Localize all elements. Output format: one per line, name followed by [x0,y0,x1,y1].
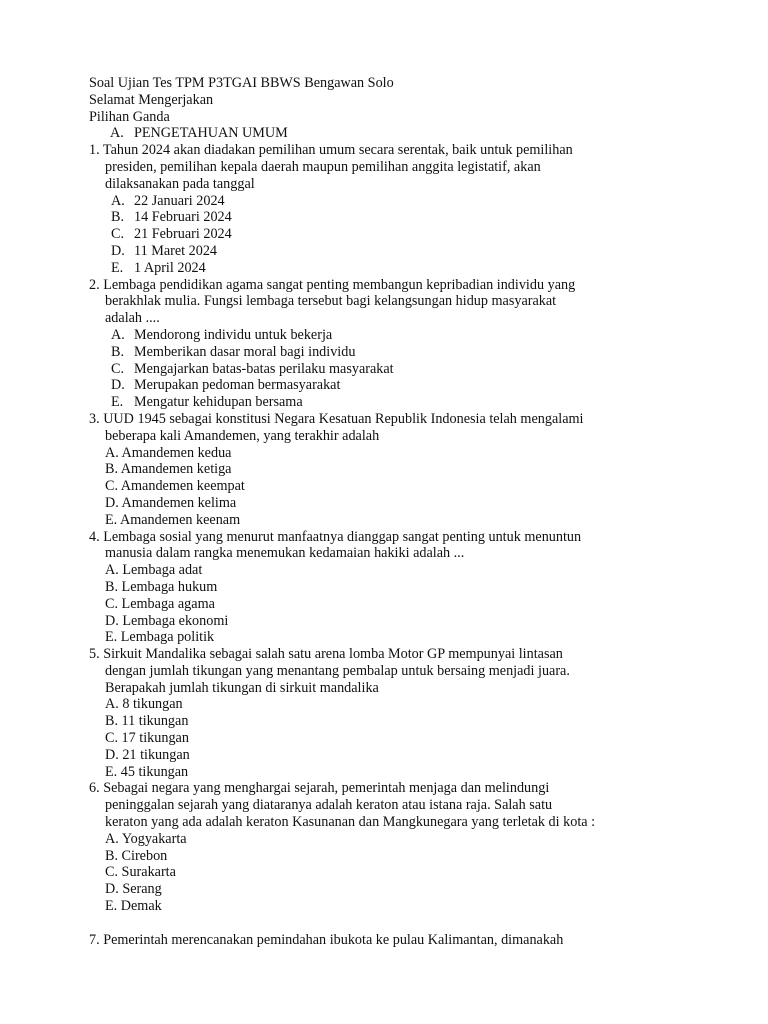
question-text-line: 7. Pemerintah merencanakan pemindahan ibukota ke pulau Kalimantan, dimanakah [89,931,564,948]
option-letter: B. [111,209,125,226]
option-text: 14 Februari 2024 [134,209,232,226]
answer-option: D. 21 tikungan [105,746,190,763]
option-letter: B. [111,343,125,360]
answer-option [89,327,649,344]
question-text-line: manusia dalam rangka menemukan kedamaian hakiki adalah ... [105,545,465,562]
option-text: Memberikan dasar moral bagi individu [134,343,356,360]
option-letter: A. [111,326,125,343]
question-3 [89,411,649,529]
option-letter: C. [111,360,125,377]
question-text-line: berakhlak mulia. Fungsi lembaga tersebut bagi kelangsungan hidup masyarakat [105,293,557,310]
question-text-line: 1. Tahun 2024 akan diadakan pemilihan umum secara serentak, baik untuk pemilihan [89,142,573,159]
option-text: Mengajarkan batas-batas perilaku masyarakat [134,360,394,377]
question-text-line: 6. Sebagai negara yang menghargai sejarah, pemerintah menjaga dan melindungi [89,780,550,797]
answer-option: A. Yogyakarta [105,830,187,847]
option-list [89,562,649,646]
option-list [89,696,649,780]
question-text-line: 3. UUD 1945 sebagai konstitusi Negara Kesatuan Republik Indonesia telah mengalami [89,410,584,427]
answer-option: E. Lembaga politik [105,629,215,646]
option-list [89,831,649,915]
question-text-line: keraton yang ada adalah keraton Kasunanan dan Mangkunegara yang terletak di kota : [105,814,596,831]
option-list [89,327,649,411]
greeting-text: Selamat Mengerjakan [89,91,214,108]
option-list [89,193,649,277]
option-letter: E. [111,259,124,276]
section-heading [89,125,649,142]
answer-option [89,193,649,210]
question-type-label: Pilihan Ganda [89,108,170,125]
answer-option [89,260,649,277]
option-text: 21 Februari 2024 [134,226,232,243]
option-letter: D. [111,377,125,394]
answer-option [89,226,649,243]
question-text-line: 5. Sirkuit Mandalika sebagai salah satu arena lomba Motor GP mempunyai lintasan [89,646,563,663]
answer-option: E. 45 tikungan [105,763,189,780]
option-text: 11 Maret 2024 [134,242,218,259]
question-text-line: 2. Lembaga pendidikan agama sangat penting membangun kepribadian individu yang [89,276,576,293]
answer-option: B. Lembaga hukum [105,578,218,595]
document-page [89,75,649,949]
section-mark: A. [110,125,124,142]
option-text: Mendorong individu untuk bekerja [134,326,333,343]
option-letter: E. [111,394,124,411]
question-text-line: Berapakah jumlah tikungan di sirkuit mandalika [105,679,379,696]
answer-option: B. Cirebon [105,847,168,864]
option-letter: D. [111,242,125,259]
question-7 [89,932,649,949]
option-text: Mengatur kehidupan bersama [134,394,303,411]
answer-option: C. Lembaga agama [105,595,215,612]
answer-option [89,209,649,226]
answer-option: E. Amandemen keenam [105,511,241,528]
question-6 [89,780,649,914]
question-text-line: adalah .... [105,310,160,327]
question-4 [89,529,649,647]
answer-option: C. Amandemen keempat [105,478,245,495]
answer-option: A. Amandemen kedua [105,444,232,461]
answer-option: D. Amandemen kelima [105,494,237,511]
answer-option [89,377,649,394]
question-text-line: beberapa kali Amandemen, yang terakhir adalah [105,427,380,444]
option-text: 22 Januari 2024 [134,192,225,209]
answer-option [89,361,649,378]
answer-option [89,344,649,361]
answer-option: A. Lembaga adat [105,562,203,579]
answer-option: D. Lembaga ekonomi [105,612,229,629]
question-text-line: presiden, pemilihan kepala daerah maupun pemilihan anggita legistatif, akan [105,158,541,175]
answer-option: B. Amandemen ketiga [105,461,232,478]
option-letter: C. [111,226,125,243]
option-letter: A. [111,192,125,209]
question-1 [89,142,649,276]
option-text: 1 April 2024 [134,259,206,276]
answer-option: B. 11 tikungan [105,713,189,730]
answer-option [89,394,649,411]
question-text-line: dilaksanakan pada tanggal [105,175,255,192]
blank-line [89,915,649,932]
answer-option: C. 17 tikungan [105,730,189,747]
answer-option: C. Surakarta [105,864,176,881]
question-2 [89,277,649,411]
answer-option: D. Serang [105,881,162,898]
answer-option [89,243,649,260]
question-text-line: dengan jumlah tikungan yang menantang pembalap untuk bersaing menjadi juara. [105,662,570,679]
question-text-line: peninggalan sejarah yang diataranya adalah keraton atau istana raja. Salah satu [105,797,553,814]
section-title: PENGETAHUAN UMUM [134,125,288,142]
question-text-line: 4. Lembaga sosial yang menurut manfaatnya dianggap sangat penting untuk menuntun [89,528,582,545]
answer-option: A. 8 tikungan [105,696,183,713]
answer-option: E. Demak [105,898,162,915]
question-5 [89,646,649,780]
option-text: Merupakan pedoman bermasyarakat [134,377,341,394]
document-title: Soal Ujian Tes TPM P3TGAI BBWS Bengawan Solo [89,75,394,91]
option-list [89,445,649,529]
